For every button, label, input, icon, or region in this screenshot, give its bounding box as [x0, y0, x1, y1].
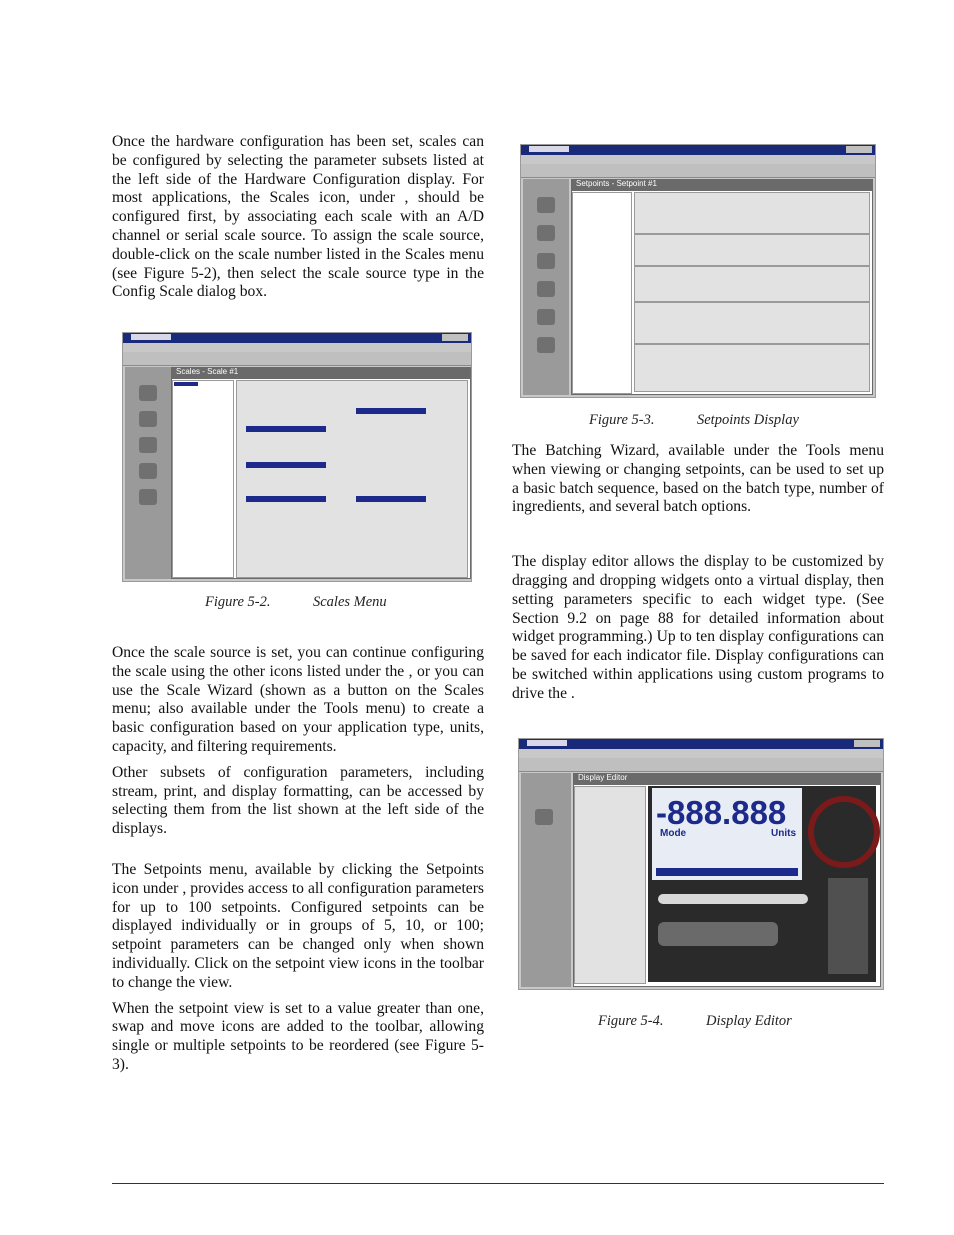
display-editor-icon[interactable]: [535, 809, 553, 825]
scale-properties: [236, 380, 468, 578]
left-column-lower: [112, 644, 484, 1082]
softkey-row: [656, 868, 798, 876]
paragraph: Once the hardware configuration has been set, scales can be configured by selecting the parameter subsets listed at the left side of the Hardware Configuration display. For most applications, the Scales icon, under , should be configured first, by associating each scale with an A/D channel or serial scale source. To assign the scale source, double-click on the scale number listed in the Scales menu (see Figure 5-2), then select the scale source type in the Config Scale dialog box.: [112, 133, 484, 301]
figure-caption: Figure 5-4. Display Editor: [598, 1013, 792, 1029]
function-buttons[interactable]: [658, 922, 778, 946]
config-sidebar: [125, 367, 171, 579]
paragraph: Other subsets of configuration parameters, including stream, print, and display formatting, can be accessed by selecting them from the list shown at the left side of the displays.: [112, 763, 484, 838]
config-sidebar: [521, 773, 571, 987]
right-column: [512, 442, 884, 711]
setpoints-pane: [571, 179, 873, 395]
display-editor-pane: [573, 773, 881, 987]
navigation-pad[interactable]: [808, 796, 880, 868]
figure-caption: Figure 5-2. Scales Menu: [205, 594, 387, 610]
menu-bar: [521, 155, 875, 164]
paragraph: The display editor allows the display to be customized by dragging and dropping widgets onto a virtual display, then setting parameters specific to each widget type. (See Section 9.2 on page 88 for detailed information about widget programming.) Up to ten display configurations can be saved for each indicator file. Display configurations can be switched within applications using custom programs to drive the .: [512, 553, 884, 702]
communication-icon[interactable]: [537, 225, 555, 241]
window-titlebar: [123, 333, 471, 343]
function-keys[interactable]: [658, 894, 808, 904]
scales-icon[interactable]: [139, 385, 157, 401]
signal-icon[interactable]: [537, 281, 555, 297]
config-sidebar: [523, 179, 569, 395]
lcd-screen: [652, 788, 802, 880]
toolbar: [123, 352, 471, 366]
paragraph: The Batching Wizard, available under the Tools menu when viewing or changing setpoints, can be used to set up a basic batch sequence, based on the batch type, number of ingredients, and several batch options.: [512, 442, 884, 516]
setpoints-display-screenshot: [520, 144, 876, 398]
paragraph: Once the scale source is set, you can continue configuring the scale using the other icons listed under the , or you can use the Scale Wizard (shown as a button on the Scales menu; also available under the Tools menu) to create a basic configuration based on your application type, units, capacity, and filtering requirements.: [112, 644, 484, 755]
numeric-keypad[interactable]: [828, 878, 868, 974]
setpoints-icon[interactable]: [537, 337, 555, 353]
toolbar: [519, 758, 883, 772]
window-title: Setpoints - Setpoint #1: [576, 179, 657, 188]
setpoint-list[interactable]: [572, 192, 632, 394]
scales-menu-screenshot: [122, 332, 472, 582]
window-titlebar: [521, 145, 875, 155]
setpoint-group: [634, 234, 870, 266]
scales-icon[interactable]: [537, 197, 555, 213]
communication-icon[interactable]: [139, 411, 157, 427]
features-icon[interactable]: [537, 253, 555, 269]
toolbar: [521, 164, 875, 178]
paragraph: When the setpoint view is set to a value greater than one, swap and move icons are added to the toolbar, allowing single or multiple setpoints to be reordered (see Figure 5-3).: [112, 999, 484, 1073]
menu-bar: [519, 749, 883, 758]
signal-icon[interactable]: [139, 463, 157, 479]
window-titlebar: [519, 739, 883, 749]
mode-label: Mode: [660, 828, 687, 839]
analog-output-icon[interactable]: [139, 489, 157, 505]
menu-bar: [123, 343, 471, 352]
footer-rule: [112, 1183, 884, 1184]
features-icon[interactable]: [139, 437, 157, 453]
scale-list[interactable]: [172, 380, 234, 578]
scales-pane: [171, 367, 471, 579]
display-editor-screenshot: [518, 738, 884, 990]
units-label: Units: [771, 828, 796, 839]
virtual-display: [648, 786, 876, 982]
figure-caption: Figure 5-3. Setpoints Display: [589, 412, 799, 428]
window-title: Display Editor: [578, 773, 628, 782]
window-title: Scales - Scale #1: [176, 367, 239, 376]
setpoint-group: [634, 266, 870, 302]
analog-output-icon[interactable]: [537, 309, 555, 325]
setpoint-group: [634, 192, 870, 234]
setpoint-group: [634, 344, 870, 392]
left-column: [112, 133, 484, 309]
setpoint-group: [634, 302, 870, 344]
weight-readout: -888.888: [656, 794, 787, 831]
widgets-panel: [574, 786, 646, 984]
paragraph: The Setpoints menu, available by clicking the Setpoints icon under , provides access to all configuration parameters for up to 100 setpoints. Configured setpoints can be displayed individually or in groups of 5, 10, or 100; setpoint parameters can be changed only when shown individually. Click on the setpoint view icons in the toolbar to change the view.: [112, 860, 484, 991]
